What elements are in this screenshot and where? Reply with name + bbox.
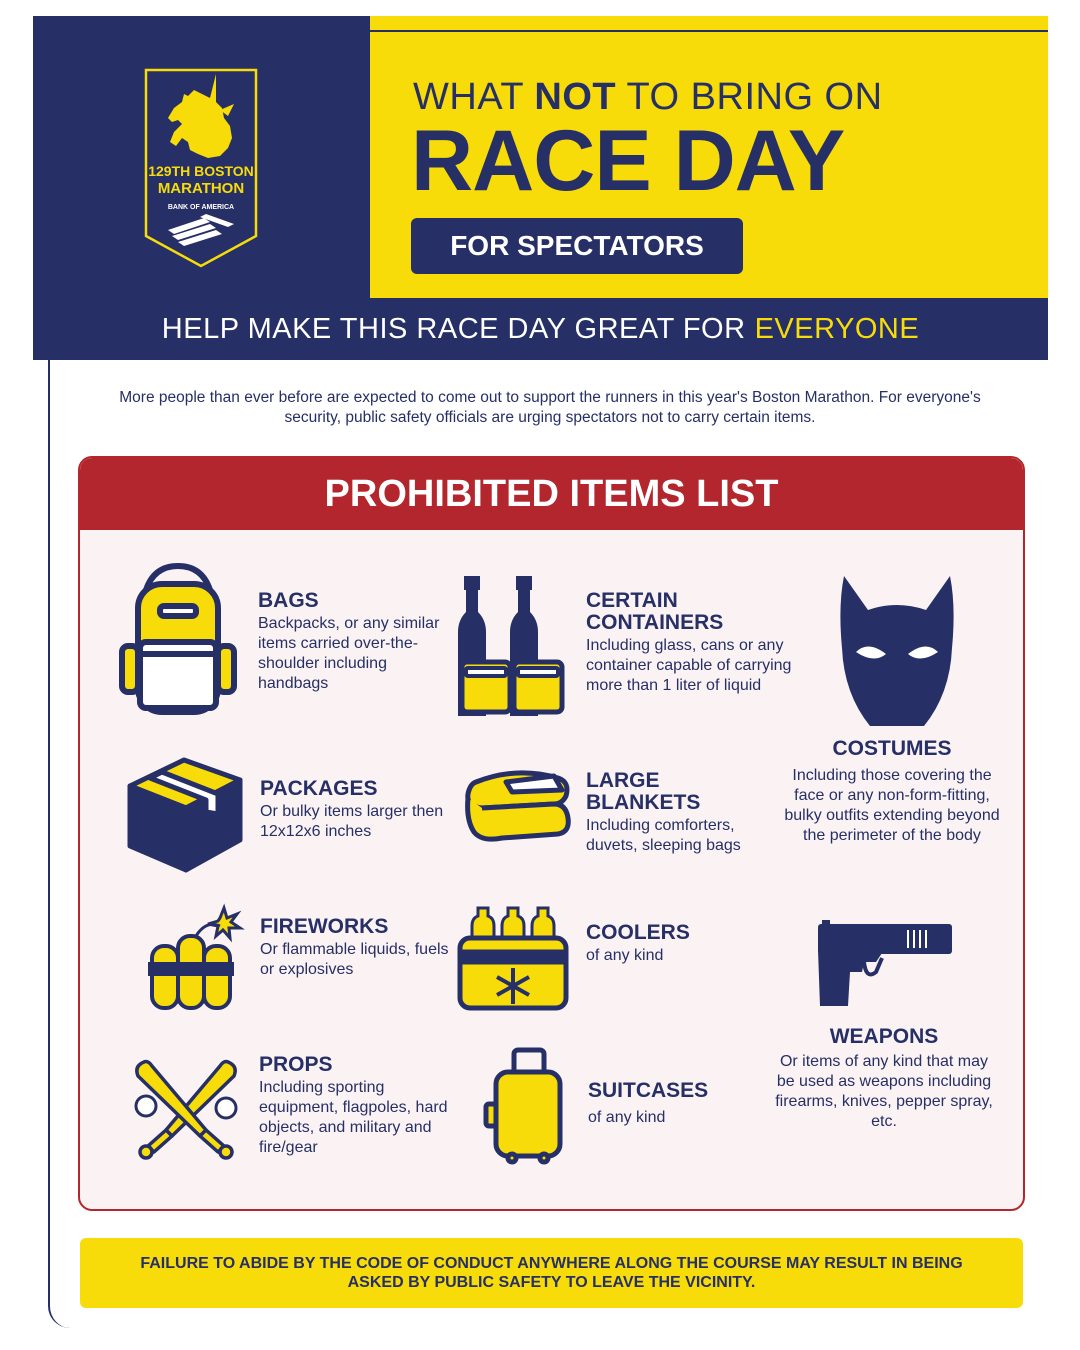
item-desc: of any kind: [586, 947, 664, 964]
prohibited-items-header: PROHIBITED ITEMS LIST: [80, 458, 1023, 530]
unicorn-icon: [168, 74, 234, 158]
conduct-warning-text: FAILURE TO ABIDE BY THE CODE OF CONDUCT ANYWHERE ALONG THE COURSE MAY RESULT IN BEING ASKED BY PUBLIC SAFETY TO LEAVE THE VICINITY.: [140, 1255, 963, 1291]
bank-flag-icon: [168, 214, 234, 246]
item-title: COSTUMES: [832, 737, 952, 760]
cooler-icon: [458, 906, 570, 1017]
logo-line2: MARATHON: [157, 180, 245, 197]
conduct-warning: [80, 1238, 1023, 1308]
item-costumes: [782, 738, 1002, 846]
item-coolers: [586, 922, 746, 966]
item-desc: Including comforters, duvets, sleeping bags: [586, 817, 741, 854]
item-title: PROPS: [259, 1053, 333, 1076]
item-title: LARGE BLANKETS: [586, 769, 701, 814]
item-containers: [586, 590, 796, 696]
title-race-day: RACE DAY: [411, 113, 845, 209]
item-title: PACKAGES: [260, 777, 378, 800]
item-title: FIREWORKS: [260, 915, 389, 938]
suitcase-icon: [482, 1048, 564, 1169]
box-icon: [126, 756, 244, 879]
item-title: SUITCASES: [588, 1079, 709, 1102]
item-title: WEAPONS: [829, 1025, 939, 1048]
bottles-cans-icon: [458, 576, 568, 721]
header-frame-line: [48, 30, 1048, 32]
blanket-icon: [462, 768, 574, 849]
item-weapons: [770, 1026, 998, 1132]
intro-text: More people than ever before are expected to come out to support the runners in this year's Boston Marathon. For everyone's security, public safety officials are urging spectators not to carry certain items.: [119, 389, 981, 426]
item-props: [259, 1054, 459, 1158]
item-title: COOLERS: [586, 921, 690, 944]
backpack-icon: [118, 566, 238, 721]
item-desc: of any kind: [588, 1109, 666, 1126]
mask-icon: [838, 576, 956, 731]
item-packages: [260, 778, 460, 842]
item-title: CERTAIN CONTAINERS: [586, 589, 724, 634]
item-suitcases: [588, 1080, 748, 1128]
item-fireworks: [260, 916, 450, 980]
dynamite-icon: [150, 906, 242, 1015]
pistol-icon: [818, 920, 954, 1011]
item-desc: Including those covering the face or any non-form-fitting, bulky outfits extending beyond the perimeter of the body: [784, 767, 1000, 844]
item-desc: Including glass, cans or any container capable of carrying more than 1 liter of liquid: [586, 637, 792, 694]
help-banner: HELP MAKE THIS RACE DAY GREAT FOR EVERYONE: [33, 298, 1048, 360]
title-line1: WHAT NOT TO BRING ON: [413, 76, 883, 118]
item-title: BAGS: [258, 589, 319, 612]
logo-sponsor: BANK OF AMERICA: [167, 204, 235, 211]
baseball-bats-icon: [134, 1058, 238, 1167]
spectators-badge: FOR SPECTATORS: [411, 218, 743, 274]
item-bags: [258, 590, 458, 694]
item-desc: Including sporting equipment, flagpoles, hard objects, and military and fire/gear: [259, 1079, 448, 1156]
item-desc: Or bulky items larger then 12x12x6 inches: [260, 803, 444, 840]
item-desc: Backpacks, or any similar items carried over-the-shoulder including handbags: [258, 615, 440, 692]
boston-marathon-logo: [144, 68, 258, 268]
item-blankets: [586, 770, 776, 856]
item-desc: Or items of any kind that may be used as weapons including firearms, knives, pepper spray, etc.: [775, 1053, 993, 1130]
logo-line1: 129TH BOSTON: [148, 163, 254, 179]
item-desc: Or flammable liquids, fuels or explosives: [260, 941, 449, 978]
